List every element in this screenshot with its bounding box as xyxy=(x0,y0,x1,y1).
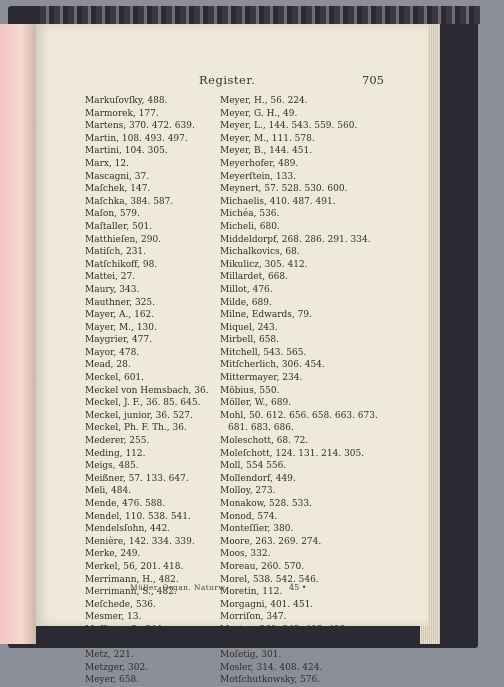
index-entry: Mollendorf, 449. xyxy=(220,473,296,484)
sheet-mark: 45 • xyxy=(289,583,307,592)
index-entry: Morriſon, 347. xyxy=(220,612,287,623)
index-entry: Meding, 112. xyxy=(85,448,146,459)
index-entry: Matiſch, 231. xyxy=(85,247,147,258)
index-entry: Moretin, 112. xyxy=(220,587,283,598)
index-entry: Moleschott, 68. 72. xyxy=(220,436,309,447)
index-entry: Mittermayer, 234. xyxy=(220,373,303,384)
index-entry: Meli, 484. xyxy=(85,486,132,497)
index-entry: Miquel, 243. xyxy=(220,322,278,333)
index-entry: Meyer, B., 144. 451. xyxy=(220,146,313,157)
index-entry: Mende, 476. 588. xyxy=(85,499,166,509)
index-entry: Mikulicz, 305. 412. xyxy=(220,259,308,270)
index-entry: Martini, 104. 305. xyxy=(85,146,168,157)
index-entry: Mirbell, 658. xyxy=(220,335,280,346)
page-header xyxy=(36,73,428,89)
index-entry: Meckel von Hemsbach, 36. xyxy=(85,385,209,396)
index-entry: Merrimann, S., 482. xyxy=(85,587,177,598)
index-entry: Möbius, 550. xyxy=(220,385,280,396)
index-entry: Mosler, 314. 408. 424. xyxy=(220,662,323,673)
index-entry: Metz, 221. xyxy=(85,650,134,661)
index-entry: Matſchikoff, 98. xyxy=(85,259,158,270)
index-entry: Merrimann, H., 482. xyxy=(85,574,179,585)
index-entry: Marmorek, 177. xyxy=(85,108,159,119)
index-column-right xyxy=(220,95,416,687)
index-entry: Mederer, 255. xyxy=(85,436,150,447)
index-entry: Meckel, Ph. F. Th., 36. xyxy=(85,423,187,434)
index-entry: Meyer, H., 56. 224. xyxy=(220,96,308,106)
index-entry: Meckel, J. F., 36. 85. 645. xyxy=(85,398,201,409)
index-entry: Maſon, 579. xyxy=(85,209,140,220)
index-entry: Moos, 332. xyxy=(220,549,271,560)
index-entry: Motſchutkowsky, 576. xyxy=(220,675,321,686)
index-entry: Meyer, M., 111. 578. xyxy=(220,133,315,144)
index-entry: Martens, 370. 472. 639. xyxy=(85,121,195,132)
index-entry: Molloy, 273. xyxy=(220,486,276,497)
index-entry: Moreau, 260. 570. xyxy=(220,561,305,572)
facing-page-edge xyxy=(0,24,36,644)
index-entry: 681. 683. 686. xyxy=(228,423,294,434)
book-page xyxy=(36,24,428,686)
index-entry: Monod, 574. xyxy=(220,511,278,522)
index-entry: Meſchede, 536. xyxy=(85,599,156,610)
index-entry: Mesmer, 13. xyxy=(85,612,142,623)
index-entry: Meyerhofer, 489. xyxy=(220,158,299,169)
index-entry: Markuſovſky, 488. xyxy=(85,96,168,106)
index-entry: Meigs, 485. xyxy=(85,461,139,472)
index-entry: Moſengeil, 305. xyxy=(220,637,292,648)
index-entry: Mauthner, 325. xyxy=(85,297,155,308)
index-entry: Millot, 476. xyxy=(220,284,273,295)
index-entry: Meſſerer, O., 311. xyxy=(85,624,166,635)
index-entry: Monteſſier, 380. xyxy=(220,524,294,535)
index-entry: Michaelis, 410. 487. 491. xyxy=(220,196,336,207)
index-entry: Mead, 28. xyxy=(85,360,131,371)
running-head: Register. xyxy=(199,73,256,87)
index-entry: Michéa, 536. xyxy=(220,209,280,220)
index-entry: Meißner, 57. 133. 647. xyxy=(85,473,189,484)
index-entry: Maſchka, 384. 587. xyxy=(85,196,174,207)
index-entry: Matthieſen, 290. xyxy=(85,234,162,245)
index-entry: Meckel, 601. xyxy=(85,373,145,384)
cover-border-pattern xyxy=(40,6,480,24)
index-entry: Mitchell, 543. 565. xyxy=(220,347,307,358)
index-entry: Morton, 269. 342. 408. 498. xyxy=(220,624,349,635)
index-entry: Maſtaller, 501. xyxy=(85,221,153,232)
index-entry: Morgagni, 401. 451. xyxy=(220,599,314,610)
index-entry: Merke, 249. xyxy=(85,549,141,560)
index-entry: Meckel, junior, 36. 527. xyxy=(85,410,193,421)
index-entry: Moll, 554 556. xyxy=(220,461,287,472)
index-entry: Micheli, 680. xyxy=(220,221,280,232)
index-entry: Moſetig, 301. xyxy=(220,650,282,661)
index-entry: Meyer, G. H., 49. xyxy=(220,108,298,119)
index-entry: Meyer, L., 144. 543. 559. 560. xyxy=(220,121,358,132)
index-entry: Möller, W., 689. xyxy=(220,398,292,409)
index-entry: Menière, 142. 334. 339. xyxy=(85,536,195,547)
index-entry: Metſchnikoff, 178. 611. xyxy=(85,637,192,648)
index-entry: Meynert, 57. 528. 530. 600. xyxy=(220,184,348,195)
index-entry: Milne, Edwards, 79. xyxy=(220,310,312,321)
index-entry: Martin, 108. 493. 497. xyxy=(85,133,188,144)
index-entry: Marx, 12. xyxy=(85,158,129,169)
index-entry: Mayor, 478. xyxy=(85,347,140,358)
index-entry: Merkel, 56, 201. 418. xyxy=(85,561,184,572)
index-entry: Mayer, M., 130. xyxy=(85,322,157,333)
page-footer xyxy=(36,583,428,595)
index-entry: Mayer, A., 162. xyxy=(85,310,155,321)
index-entry: Meyer, 658. xyxy=(85,675,140,686)
index-entry: Mitſcherlich, 306. 454. xyxy=(220,360,325,371)
index-entry: Moore, 263. 269. 274. xyxy=(220,536,322,547)
index-entry: Mascagni, 37. xyxy=(85,171,150,182)
index-entry: Mendelsſohn, 442. xyxy=(85,524,171,535)
index-entry: Maury, 343. xyxy=(85,284,140,295)
printer-signature: Müller, Organ. Naturw. xyxy=(130,583,228,592)
index-entry: Mohl, 50. 612. 656. 658. 663. 673. xyxy=(220,410,378,421)
index-entry: Michalkovics, 68. xyxy=(220,247,300,258)
index-entry: Mendel, 110. 538. 541. xyxy=(85,511,191,522)
index-entry: Mattei, 27. xyxy=(85,272,136,283)
index-entry: Millardet, 668. xyxy=(220,272,288,283)
page-number: 705 xyxy=(362,73,384,87)
index-entry: Moleſchott, 124. 131. 214. 305. xyxy=(220,448,365,459)
index-entry: Maygrier, 477. xyxy=(85,335,153,346)
index-entry: Metzger, 302. xyxy=(85,662,149,673)
index-entry: Milde, 689. xyxy=(220,297,272,308)
index-entry: Morel, 538. 542. 546. xyxy=(220,574,319,585)
index-entry: Middeldorpf, 268. 286. 291. 334. xyxy=(220,234,371,245)
index-entry: Monakow, 528. 533. xyxy=(220,499,312,509)
index-entry: Maſchek, 147. xyxy=(85,184,151,195)
index-entry: Meyerſtein, 133. xyxy=(220,171,296,182)
